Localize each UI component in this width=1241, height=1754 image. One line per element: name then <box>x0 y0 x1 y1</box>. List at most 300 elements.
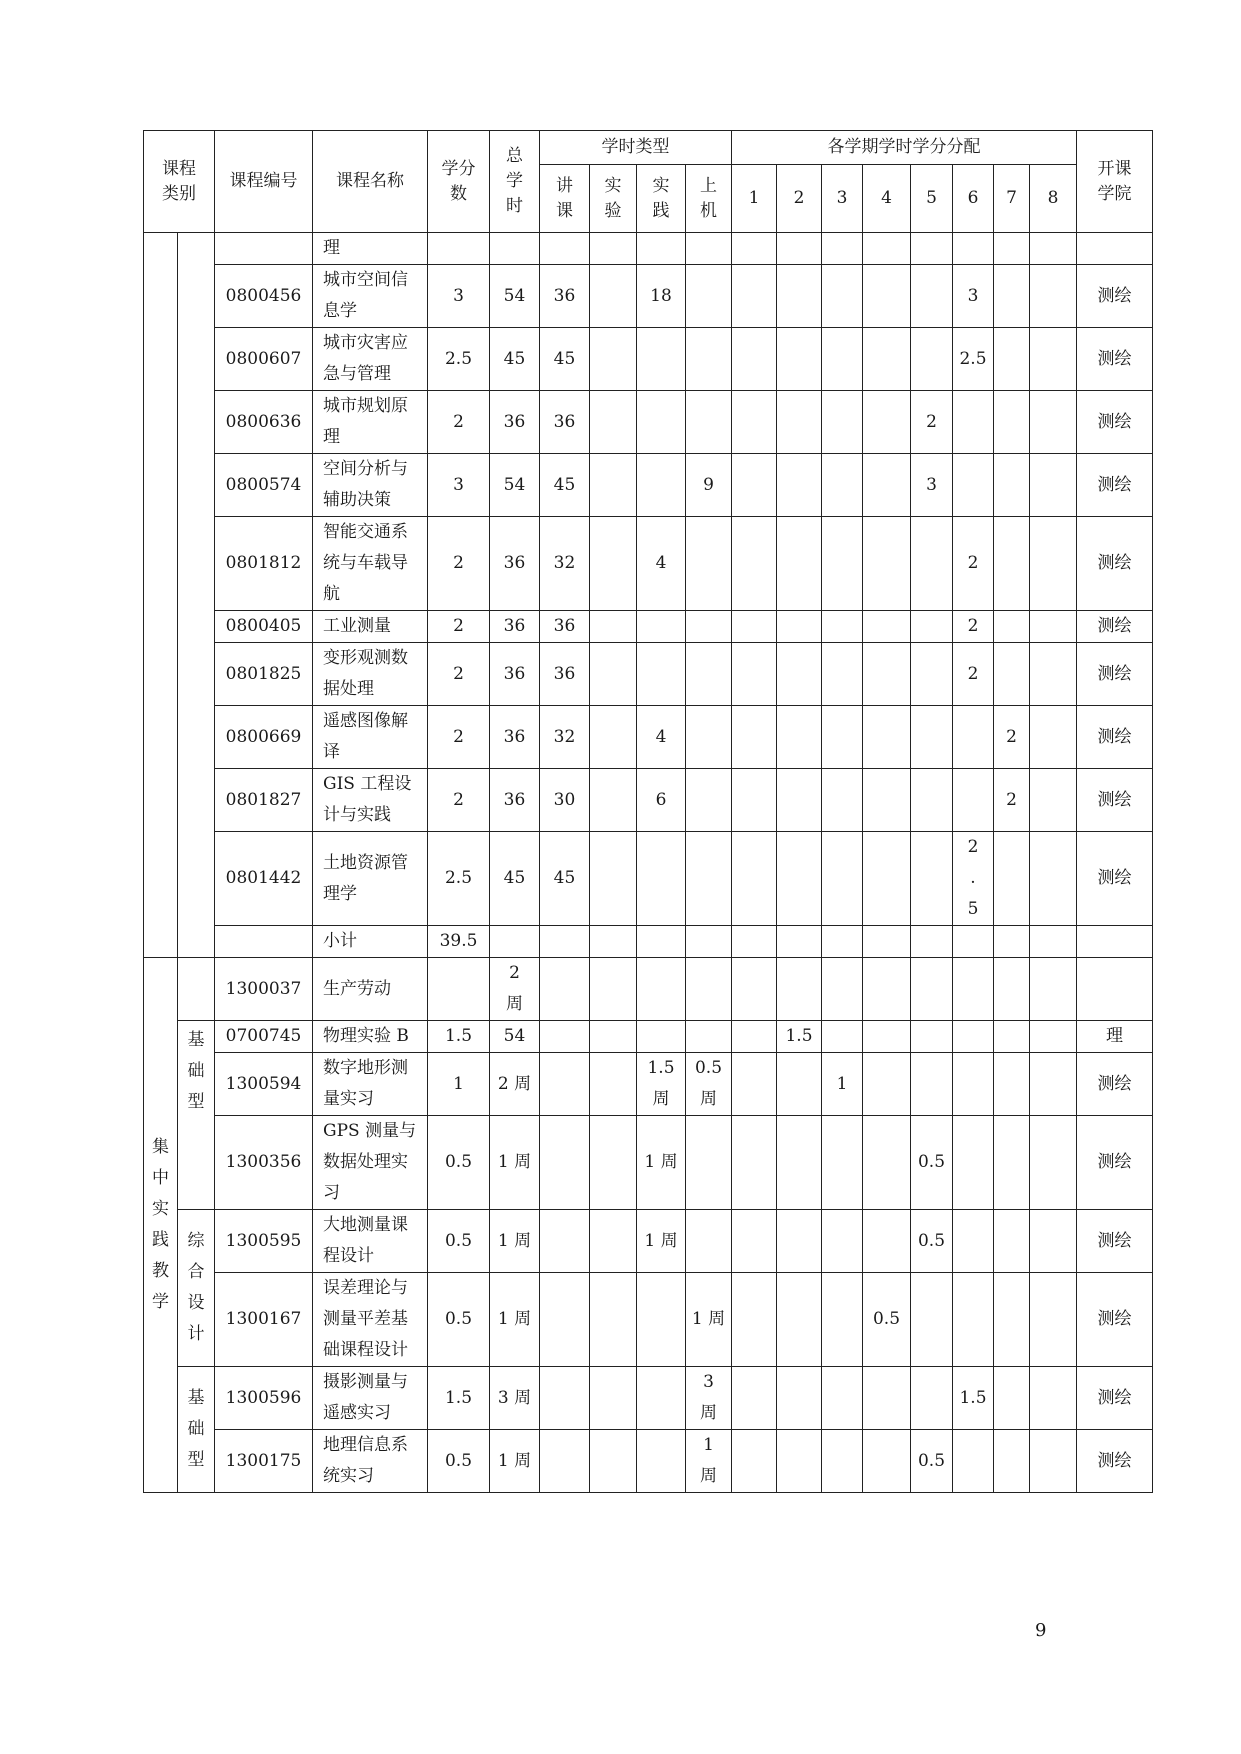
semester-cell <box>863 832 911 926</box>
semester-cell <box>994 328 1030 391</box>
table-row <box>144 454 1153 517</box>
college-cell: 理 <box>1077 1021 1153 1053</box>
semester-cell <box>822 958 863 1021</box>
hour-type-cell <box>590 706 637 769</box>
semester-cell <box>863 1116 911 1210</box>
college-cell: 测绘 <box>1077 1053 1153 1116</box>
course-name-cell: 地理信息系 统实习 <box>313 1430 428 1493</box>
semester-cell <box>863 1210 911 1273</box>
hour-type-cell <box>686 1021 732 1053</box>
hour-type-cell <box>590 611 637 643</box>
header-semester: 6 <box>953 165 994 233</box>
hour-type-cell: 9 <box>686 454 732 517</box>
hour-type-cell <box>686 706 732 769</box>
semester-cell <box>863 769 911 832</box>
total-hours-cell: 54 <box>490 265 540 328</box>
semester-cell <box>822 517 863 611</box>
college-cell: 测绘 <box>1077 517 1153 611</box>
semester-cell <box>822 233 863 265</box>
college-cell <box>1077 233 1153 265</box>
semester-cell <box>1030 1053 1077 1116</box>
hour-type-cell <box>590 1430 637 1493</box>
hour-type-cell <box>686 832 732 926</box>
semester-cell <box>863 391 911 454</box>
header-total-hours: 总 学 时 <box>490 131 540 233</box>
hour-type-cell: 1 周 <box>637 1116 686 1210</box>
semester-cell <box>777 706 822 769</box>
course-name-cell: 变形观测数 据处理 <box>313 643 428 706</box>
hour-type-cell <box>590 926 637 958</box>
semester-cell <box>777 1430 822 1493</box>
semester-cell <box>732 958 777 1021</box>
credits-cell: 2.5 <box>428 832 490 926</box>
hour-type-cell <box>540 958 590 1021</box>
semester-cell <box>911 926 953 958</box>
table-row <box>144 1021 1153 1053</box>
semester-cell <box>1030 233 1077 265</box>
semester-cell <box>911 611 953 643</box>
college-cell: 测绘 <box>1077 643 1153 706</box>
total-hours-cell: 36 <box>490 706 540 769</box>
credits-cell: 2 <box>428 517 490 611</box>
semester-cell <box>822 832 863 926</box>
semester-cell <box>1030 265 1077 328</box>
semester-cell <box>863 1021 911 1053</box>
hour-type-cell <box>540 1210 590 1273</box>
hour-type-cell: 36 <box>540 391 590 454</box>
course-name-cell: GIS 工程设 计与实践 <box>313 769 428 832</box>
semester-cell <box>863 926 911 958</box>
semester-cell <box>911 265 953 328</box>
hour-type-cell <box>590 517 637 611</box>
semester-cell <box>1030 1430 1077 1493</box>
semester-cell <box>822 1021 863 1053</box>
course-code-cell: 1300175 <box>215 1430 313 1493</box>
semester-cell: 2 <box>994 706 1030 769</box>
semester-cell <box>822 1430 863 1493</box>
credits-cell: 2 <box>428 611 490 643</box>
table-row <box>144 1367 1153 1430</box>
course-name-cell: 小计 <box>313 926 428 958</box>
hour-type-cell: 36 <box>540 265 590 328</box>
hour-type-cell: 45 <box>540 328 590 391</box>
semester-cell <box>732 1021 777 1053</box>
credits-cell: 3 <box>428 454 490 517</box>
credits-cell: 1.5 <box>428 1367 490 1430</box>
semester-cell <box>777 1116 822 1210</box>
hour-type-cell <box>637 643 686 706</box>
total-hours-cell: 36 <box>490 769 540 832</box>
hour-type-cell: 36 <box>540 611 590 643</box>
semester-cell <box>732 265 777 328</box>
semester-cell <box>911 328 953 391</box>
hour-type-cell <box>540 1430 590 1493</box>
semester-cell <box>777 832 822 926</box>
hour-type-cell: 1 周 <box>637 1210 686 1273</box>
header-semester: 7 <box>994 165 1030 233</box>
semester-cell <box>994 454 1030 517</box>
semester-cell <box>953 454 994 517</box>
semester-cell <box>1030 611 1077 643</box>
hour-type-cell <box>686 611 732 643</box>
semester-cell <box>732 1367 777 1430</box>
hour-type-cell <box>686 958 732 1021</box>
hour-type-cell <box>637 233 686 265</box>
semester-cell <box>911 517 953 611</box>
hour-type-cell <box>590 832 637 926</box>
course-name-cell: 城市灾害应 急与管理 <box>313 328 428 391</box>
course-name-cell: 城市规划原 理 <box>313 391 428 454</box>
semester-cell <box>822 1210 863 1273</box>
header-hour-type: 实 践 <box>637 165 686 233</box>
semester-cell <box>822 265 863 328</box>
semester-cell <box>732 1430 777 1493</box>
hour-type-cell <box>686 769 732 832</box>
semester-cell <box>1030 832 1077 926</box>
hour-type-cell <box>590 1116 637 1210</box>
total-hours-cell: 2 周 <box>490 1053 540 1116</box>
semester-cell <box>732 706 777 769</box>
table-row <box>144 265 1153 328</box>
subcategory-design-cell: 综 合 设 计 <box>178 1210 215 1367</box>
header-semester: 1 <box>732 165 777 233</box>
semester-cell <box>777 517 822 611</box>
semester-cell <box>863 706 911 769</box>
semester-cell <box>822 328 863 391</box>
semester-cell: 2 <box>911 391 953 454</box>
semester-cell <box>777 769 822 832</box>
semester-cell: 1.5 <box>953 1367 994 1430</box>
course-code-cell <box>215 233 313 265</box>
semester-cell <box>822 1273 863 1367</box>
hour-type-cell: 1 周 <box>686 1273 732 1367</box>
semester-cell <box>732 1116 777 1210</box>
hour-type-cell <box>590 1367 637 1430</box>
semester-cell <box>822 706 863 769</box>
semester-cell <box>732 643 777 706</box>
table-row <box>144 1116 1153 1210</box>
hour-type-cell <box>540 233 590 265</box>
hour-type-cell <box>540 926 590 958</box>
hour-type-cell <box>590 391 637 454</box>
course-code-cell: 1300037 <box>215 958 313 1021</box>
hour-type-cell <box>637 391 686 454</box>
hour-type-cell <box>686 328 732 391</box>
semester-cell <box>863 265 911 328</box>
semester-cell <box>953 958 994 1021</box>
hour-type-cell: 1 周 <box>686 1430 732 1493</box>
college-cell: 测绘 <box>1077 1367 1153 1430</box>
semester-cell <box>1030 517 1077 611</box>
semester-cell <box>732 454 777 517</box>
credits-cell: 0.5 <box>428 1273 490 1367</box>
total-hours-cell <box>490 233 540 265</box>
semester-cell <box>863 1053 911 1116</box>
semester-cell <box>1030 958 1077 1021</box>
course-name-cell: 遥感图像解 译 <box>313 706 428 769</box>
semester-cell <box>863 454 911 517</box>
hour-type-cell <box>637 611 686 643</box>
semester-cell <box>994 391 1030 454</box>
semester-cell <box>777 454 822 517</box>
hour-type-cell <box>686 643 732 706</box>
hour-type-cell <box>540 1273 590 1367</box>
hour-type-cell <box>637 328 686 391</box>
course-name-cell: 生产劳动 <box>313 958 428 1021</box>
hour-type-cell <box>637 958 686 1021</box>
credits-cell: 1 <box>428 1053 490 1116</box>
hour-type-cell <box>686 926 732 958</box>
table-row <box>144 643 1153 706</box>
college-cell: 测绘 <box>1077 769 1153 832</box>
semester-cell <box>777 611 822 643</box>
hour-type-cell <box>637 1430 686 1493</box>
total-hours-cell: 1 周 <box>490 1430 540 1493</box>
header-hour-type: 上 机 <box>686 165 732 233</box>
table-row <box>144 1273 1153 1367</box>
semester-cell <box>1030 328 1077 391</box>
semester-cell <box>777 1367 822 1430</box>
total-hours-cell: 1 周 <box>490 1210 540 1273</box>
table-row <box>144 233 1153 265</box>
course-name-cell: GPS 测量与 数据处理实 习 <box>313 1116 428 1210</box>
hour-type-cell <box>590 1273 637 1367</box>
semester-cell: 2 . 5 <box>953 832 994 926</box>
credits-cell <box>428 958 490 1021</box>
course-code-cell: 0800636 <box>215 391 313 454</box>
semester-cell <box>1030 1273 1077 1367</box>
header-course-name: 课程名称 <box>313 131 428 233</box>
course-code-cell: 0800405 <box>215 611 313 643</box>
semester-cell <box>732 611 777 643</box>
semester-cell: 2 <box>994 769 1030 832</box>
hour-type-cell <box>590 328 637 391</box>
semester-cell <box>1030 643 1077 706</box>
college-cell <box>1077 958 1153 1021</box>
semester-cell <box>863 1430 911 1493</box>
semester-cell <box>911 832 953 926</box>
semester-cell <box>1030 1210 1077 1273</box>
curriculum-table <box>143 130 1153 1493</box>
hour-type-cell <box>590 769 637 832</box>
semester-cell: 0.5 <box>911 1430 953 1493</box>
semester-cell <box>777 233 822 265</box>
hour-type-cell <box>540 1367 590 1430</box>
course-code-cell: 1300356 <box>215 1116 313 1210</box>
hour-type-cell: 3 周 <box>686 1367 732 1430</box>
credits-cell: 1.5 <box>428 1021 490 1053</box>
credits-cell: 2 <box>428 706 490 769</box>
college-cell: 测绘 <box>1077 391 1153 454</box>
semester-cell <box>994 265 1030 328</box>
course-code-cell: 0800669 <box>215 706 313 769</box>
semester-cell <box>1030 1367 1077 1430</box>
course-code-cell: 0801825 <box>215 643 313 706</box>
hour-type-cell <box>590 1021 637 1053</box>
semester-cell <box>994 958 1030 1021</box>
subcategory-basic-cell: 基 础 型 <box>178 1021 215 1210</box>
semester-cell: 2 <box>953 643 994 706</box>
semester-cell <box>994 926 1030 958</box>
practice-category-cell: 集 中 实 践 教 学 <box>144 958 178 1493</box>
college-cell: 测绘 <box>1077 1210 1153 1273</box>
header-semester: 5 <box>911 165 953 233</box>
semester-cell: 0.5 <box>911 1116 953 1210</box>
semester-cell <box>953 1021 994 1053</box>
semester-cell <box>822 926 863 958</box>
total-hours-cell: 1 周 <box>490 1116 540 1210</box>
semester-cell: 2 <box>953 611 994 643</box>
table-row <box>144 926 1153 958</box>
table-row <box>144 706 1153 769</box>
header-semester: 8 <box>1030 165 1077 233</box>
semester-cell <box>1030 706 1077 769</box>
header-college: 开课 学院 <box>1077 131 1153 233</box>
credits-cell: 0.5 <box>428 1210 490 1273</box>
semester-cell <box>1030 391 1077 454</box>
semester-cell <box>863 958 911 1021</box>
college-cell: 测绘 <box>1077 706 1153 769</box>
hour-type-cell <box>590 265 637 328</box>
course-code-cell <box>215 926 313 958</box>
semester-cell <box>911 233 953 265</box>
total-hours-cell: 2 周 <box>490 958 540 1021</box>
credits-cell: 3 <box>428 265 490 328</box>
semester-cell <box>953 1430 994 1493</box>
hour-type-cell <box>637 1021 686 1053</box>
header-category: 课程 类别 <box>144 131 215 233</box>
credits-cell: 2 <box>428 769 490 832</box>
hour-type-cell <box>590 1210 637 1273</box>
semester-cell <box>911 1273 953 1367</box>
course-name-cell: 物理实验 B <box>313 1021 428 1053</box>
subcategory-cell <box>178 958 215 1021</box>
semester-cell <box>953 391 994 454</box>
course-name-cell: 理 <box>313 233 428 265</box>
semester-cell <box>953 769 994 832</box>
hour-type-cell <box>590 643 637 706</box>
course-name-cell: 工业测量 <box>313 611 428 643</box>
header-semester: 2 <box>777 165 822 233</box>
semester-cell <box>953 706 994 769</box>
semester-cell <box>911 1021 953 1053</box>
course-name-cell: 摄影测量与 遥感实习 <box>313 1367 428 1430</box>
course-name-cell: 空间分析与 辅助决策 <box>313 454 428 517</box>
course-code-cell: 0801827 <box>215 769 313 832</box>
hour-type-cell <box>637 926 686 958</box>
header-semester: 3 <box>822 165 863 233</box>
table-row <box>144 517 1153 611</box>
semester-cell <box>1030 769 1077 832</box>
semester-cell <box>1030 1116 1077 1210</box>
course-code-cell: 0700745 <box>215 1021 313 1053</box>
course-name-cell: 智能交通系 统与车载导 航 <box>313 517 428 611</box>
semester-cell <box>863 611 911 643</box>
semester-cell <box>1030 926 1077 958</box>
semester-cell <box>732 517 777 611</box>
hour-type-cell <box>686 233 732 265</box>
semester-cell <box>863 643 911 706</box>
hour-type-cell: 4 <box>637 517 686 611</box>
hour-type-cell <box>540 1116 590 1210</box>
semester-cell <box>953 1053 994 1116</box>
header-semester-group: 各学期学时学分分配 <box>732 131 1077 165</box>
semester-cell: 1 <box>822 1053 863 1116</box>
total-hours-cell: 45 <box>490 328 540 391</box>
credits-cell <box>428 233 490 265</box>
header-credits: 学分 数 <box>428 131 490 233</box>
college-cell: 测绘 <box>1077 832 1153 926</box>
hour-type-cell: 36 <box>540 643 590 706</box>
semester-cell <box>777 328 822 391</box>
hour-type-cell <box>540 1053 590 1116</box>
table-row <box>144 1430 1153 1493</box>
subcategory-cell <box>178 233 215 958</box>
semester-cell <box>994 233 1030 265</box>
hour-type-cell <box>637 1273 686 1367</box>
hour-type-cell <box>590 233 637 265</box>
semester-cell <box>863 517 911 611</box>
semester-cell <box>777 265 822 328</box>
hour-type-cell: 30 <box>540 769 590 832</box>
semester-cell <box>863 328 911 391</box>
hour-type-cell <box>590 958 637 1021</box>
semester-cell <box>777 1273 822 1367</box>
credits-cell: 2.5 <box>428 328 490 391</box>
header-course-code: 课程编号 <box>215 131 313 233</box>
semester-cell <box>953 1116 994 1210</box>
semester-cell <box>953 1210 994 1273</box>
hour-type-cell <box>686 1210 732 1273</box>
semester-cell <box>994 517 1030 611</box>
course-code-cell: 0801812 <box>215 517 313 611</box>
total-hours-cell: 36 <box>490 391 540 454</box>
course-name-cell: 大地测量课 程设计 <box>313 1210 428 1273</box>
semester-cell <box>822 1116 863 1210</box>
semester-cell <box>911 643 953 706</box>
course-code-cell: 0800574 <box>215 454 313 517</box>
table-row <box>144 958 1153 1021</box>
table-header <box>144 131 1153 233</box>
hour-type-cell: 6 <box>637 769 686 832</box>
hour-type-cell <box>637 832 686 926</box>
semester-cell <box>732 1053 777 1116</box>
table-row <box>144 611 1153 643</box>
semester-cell: 0.5 <box>863 1273 911 1367</box>
course-name-cell: 城市空间信 息学 <box>313 265 428 328</box>
semester-cell <box>953 926 994 958</box>
hour-type-cell <box>540 1021 590 1053</box>
course-code-cell: 1300167 <box>215 1273 313 1367</box>
semester-cell <box>732 1273 777 1367</box>
semester-cell <box>994 1021 1030 1053</box>
course-name-cell: 误差理论与 测量平差基 础课程设计 <box>313 1273 428 1367</box>
college-cell: 测绘 <box>1077 1116 1153 1210</box>
semester-cell <box>994 1430 1030 1493</box>
semester-cell <box>732 1210 777 1273</box>
total-hours-cell: 36 <box>490 643 540 706</box>
semester-cell <box>732 233 777 265</box>
table-row <box>144 769 1153 832</box>
semester-cell <box>994 611 1030 643</box>
category-cell <box>144 233 178 958</box>
semester-cell <box>1030 1021 1077 1053</box>
credits-cell: 0.5 <box>428 1430 490 1493</box>
hour-type-cell <box>686 391 732 454</box>
semester-cell <box>911 958 953 1021</box>
total-hours-cell: 36 <box>490 611 540 643</box>
semester-cell: 3 <box>953 265 994 328</box>
